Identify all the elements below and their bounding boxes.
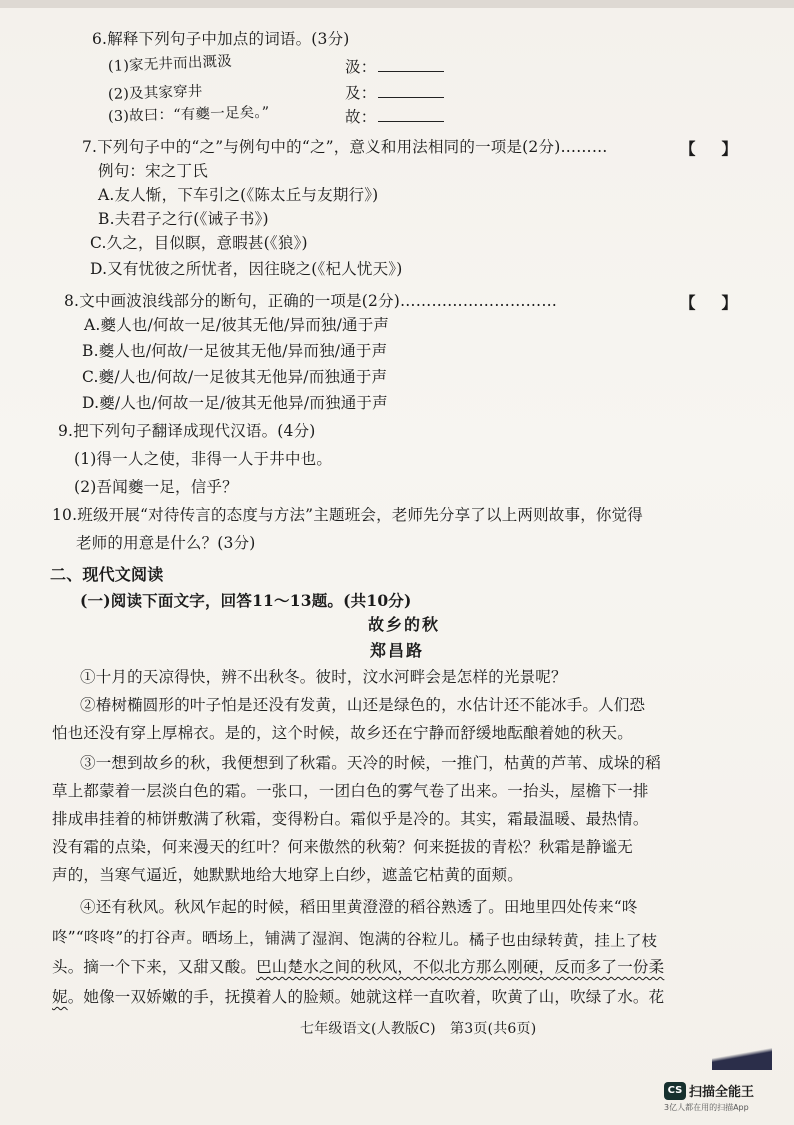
paragraph-3-line3: 排成串挂着的柿饼敷满了秋霜，变得粉白。霜似乎是冷的。其实，霜最温暖、最热情。: [52, 810, 649, 828]
q6-sentence-1: (1)家无井而出溉汲: [107, 53, 233, 75]
q7-stem: 7.下列句子中的“之”与例句中的“之”，意义和用法相同的一项是(2分)………: [82, 138, 608, 156]
q9-sentence-1: (1)得一人之使，非得一人于井中也。: [74, 450, 333, 468]
section-instruction: (一)阅读下面文字，回答11～13题。(共10分): [80, 591, 412, 610]
q8-stem: 8.文中画波浪线部分的断句，正确的一项是(2分)…………………………: [64, 292, 558, 310]
q7-answer-bracket[interactable]: 【】: [680, 139, 764, 158]
q6-word-2: 及：: [345, 82, 444, 104]
q7-option-d: D.又有忧彼之所忧者，因往晓之(《杞人忧天》): [90, 260, 403, 278]
q10-stem-line1: 10.班级开展“对待传言的态度与方法”主题班会，老师先分享了以上两则故事，你觉得: [52, 506, 644, 524]
q6-word-1: 汲：: [345, 56, 444, 78]
page-corner-shadow: [712, 1040, 772, 1070]
paragraph-2-line2: 怕也还没有穿上厚棉衣。是的，这个时候，故乡还在宁静而舒缓地酝酿着她的秋天。: [52, 724, 633, 742]
q7-option-c: C.久之，目似瞑，意暇甚(《狼》): [90, 234, 308, 252]
watermark-brand: [664, 1080, 784, 1100]
q8-option-d: D.夔/人也/何故一足/彼其无他异/而独通于声: [82, 394, 388, 412]
q9-sentence-2: (2)吾闻夔一足，信乎？: [74, 478, 238, 496]
q8-option-a: A.夔人也/何故一足/彼其无他/异而独/通于声: [84, 316, 390, 334]
paragraph-4-line2: 咚”“咚咚”的打谷声。晒场上，铺满了湿润、饱满的谷粒儿。橘子也由绿转黄，挂上了枝: [51, 928, 658, 951]
q6-stem: 6.解释下列句子中加点的词语。(3分): [92, 30, 350, 48]
paragraph-3-line5: 声的，当寒气逼近，她默默地给大地穿上白纱，遮盖它枯黄的面颊。: [52, 866, 524, 884]
paragraph-3-line4: 没有霜的点染，何来漫天的红叶？何来傲然的秋菊？何来挺拔的青松？秋霜是静谧无: [52, 838, 633, 856]
paragraph-4-line4: 妮。她像一双娇嫩的手，抚摸着人的脸颊。她就这样一直吹着，吹黄了山，吹绿了水。花: [52, 988, 665, 1006]
watermark-slogan: 3亿人都在用的扫描App: [664, 1103, 749, 1112]
scanner-app-logo-icon: CS: [664, 1082, 686, 1100]
q7-option-a: A.友人惭，下车引之(《陈太丘与友期行》): [98, 186, 379, 204]
paragraph-4-line1: ④还有秋风。秋风乍起的时候，稻田里黄澄澄的稻谷熟透了。田地里四处传来“咚: [80, 898, 638, 916]
q8-option-c: C.夔/人也/何故/一足彼其无他异/而独通于声: [82, 368, 388, 386]
article-title: 故乡的秋: [368, 615, 441, 634]
scan-edge-shadow: [0, 0, 794, 8]
paragraph-1: ①十月的天凉得快，辨不出秋冬。彼时，汶水河畔会是怎样的光景呢？: [80, 668, 567, 686]
watermark-name: 扫描全能王: [689, 1085, 755, 1100]
answer-blank[interactable]: [378, 57, 444, 72]
paragraph-3-line2: 草上都蒙着一层淡白色的霜。一张口，一团白色的雾气卷了出来。一抬头，屋檐下一排: [52, 782, 649, 800]
q8-option-b: B.夔人也/何故/一足彼其无他/异而独/通于声: [82, 342, 388, 360]
wavy-underlined-text: 巴山楚水之间的秋风，不似北方那么刚硬，反而多了一份柔: [256, 958, 665, 976]
section-heading: 二、现代文阅读: [50, 565, 164, 584]
scanner-watermark: [664, 1080, 784, 1113]
paragraph-4-line3: 头。摘一个下来，又甜又酸。巴山楚水之间的秋风，不似北方那么刚硬，反而多了一份柔: [52, 958, 665, 976]
article-author: 郑昌路: [370, 641, 425, 660]
q8-answer-bracket[interactable]: 【】: [680, 293, 764, 312]
page-footer: 七年级语文(人教版C) 第3页(共6页): [300, 1021, 537, 1037]
answer-blank[interactable]: [378, 83, 444, 98]
q10-stem-line2: 老师的用意是什么？(3分): [76, 534, 256, 552]
q6-word-3: 故：: [345, 106, 444, 128]
q6-sentence-3: (3)故曰：“有夔一足矣。”: [107, 104, 270, 125]
q6-sentence-2: (2)及其家穿井: [107, 83, 203, 103]
q7-example: 例句：宋之丁氏: [98, 162, 208, 180]
q9-stem: 9.把下列句子翻译成现代汉语。(4分): [58, 422, 316, 440]
q7-option-b: B.夫君子之行(《诫子书》): [98, 210, 269, 228]
paragraph-2-line1: ②椿树椭圆形的叶子怕是还没有发黄，山还是绿色的，水估计还不能冰手。人们恐: [80, 696, 646, 714]
answer-blank[interactable]: [378, 107, 444, 122]
wavy-underlined-text: 妮: [52, 988, 68, 1006]
paragraph-3-line1: ③一想到故乡的秋，我便想到了秋霜。天冷的时候，一推门，枯黄的芦苇、成垛的稻: [80, 754, 661, 772]
